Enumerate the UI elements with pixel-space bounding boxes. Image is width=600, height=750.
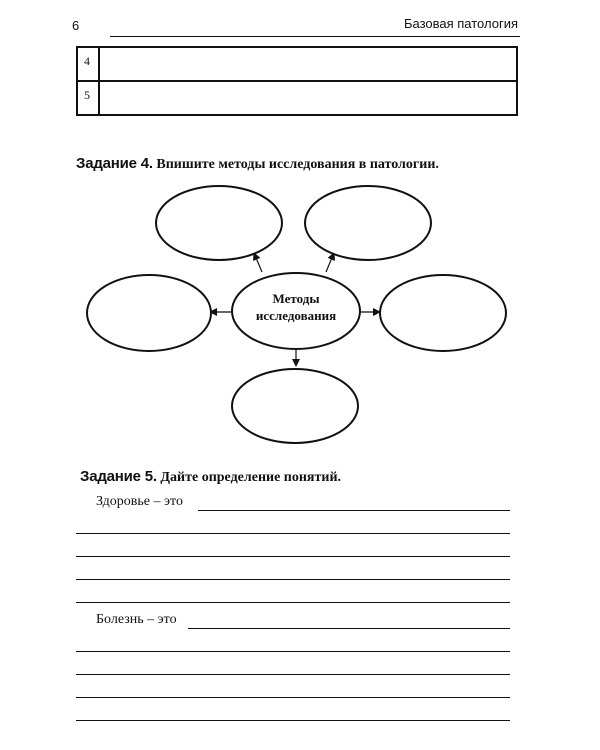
answer-line[interactable]: [76, 674, 510, 675]
arrow-top-left: [254, 253, 262, 272]
answer-line[interactable]: [76, 651, 510, 652]
branch-ellipse-top-left[interactable]: [156, 186, 282, 260]
disease-answer-line[interactable]: [188, 628, 510, 629]
branch-ellipse-bottom[interactable]: [232, 369, 358, 443]
arrow-top-right: [326, 253, 334, 272]
branch-ellipse-top-right[interactable]: [305, 186, 431, 260]
row-number: 5: [77, 81, 99, 115]
health-term: Здоровье – это: [96, 494, 183, 509]
answer-line[interactable]: [76, 602, 510, 603]
disease-term: Болезнь – это: [96, 612, 177, 627]
branch-ellipse-right[interactable]: [380, 275, 506, 351]
answer-line[interactable]: [76, 720, 510, 721]
answer-line[interactable]: [76, 533, 510, 534]
task4-text: Впишите методы исследования в патологии.: [156, 157, 439, 172]
branch-ellipse-left[interactable]: [87, 275, 211, 351]
answer-line[interactable]: [76, 556, 510, 557]
page-number: 6: [72, 18, 80, 33]
task5-label: Задание 5.: [80, 468, 157, 485]
task5-heading: [80, 468, 341, 486]
center-label: Методы исследования: [255, 291, 337, 323]
health-answer-line[interactable]: [198, 510, 510, 511]
answer-line[interactable]: [76, 579, 510, 580]
task5-text: Дайте определение понятий.: [160, 470, 342, 485]
task4-label: Задание 4.: [76, 155, 153, 172]
row-number: 4: [77, 47, 99, 81]
answer-line[interactable]: [76, 697, 510, 698]
running-title: Базовая патология: [403, 16, 518, 31]
